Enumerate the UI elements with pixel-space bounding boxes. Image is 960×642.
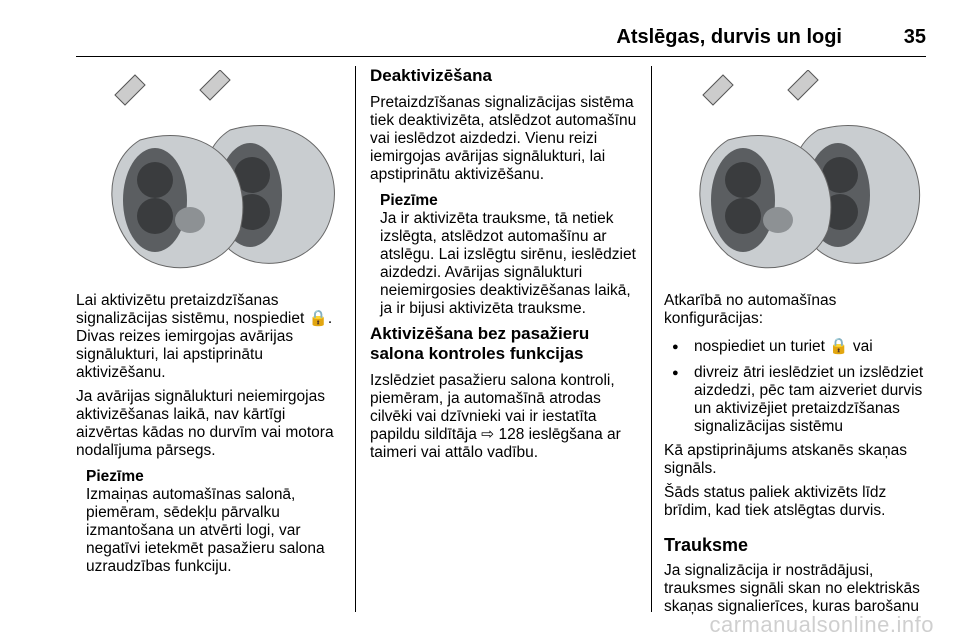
- column-3: [664, 292, 929, 616]
- bullet-item: ● nospiediet un turiet 🔒 vai: [664, 338, 929, 356]
- section-heading: Trauksme: [664, 535, 749, 555]
- paragraph: Divas reizes iemirgojas avārijas signālukturi, lai apstiprinātu aktivizēšanu.: [76, 328, 294, 381]
- paragraph: Pretaizdzīšanas signalizācijas sistēma tiek deaktivizēta, atslēdzot automašīnu vai ieslēdzot aizdedzi. Vienu reizi iemirgojas avārijas signālukturi, lai apstiprinātu aktivizēšanu.: [370, 94, 637, 183]
- paragraph: Ja avārijas signālukturi neiemirgojas aktivizēšanas laikā, nav kārtīgi aizvērtas kādas no durvīm vai motora nodalījuma pārsegs.: [76, 388, 334, 459]
- page-header: [0, 0, 960, 58]
- note: [370, 192, 640, 318]
- section-heading: Aktivizēšana bez pasažieru salona kontroles funkcijas: [370, 324, 590, 363]
- column-divider: [651, 66, 652, 612]
- column-divider: [355, 66, 356, 612]
- key-fob-illustration-right: [668, 70, 930, 280]
- bullet-item: ● divreiz ātri ieslēdziet un izslēdziet aizdedzi, pēc tam aizveriet durvis un aktivizējiet pretaizdzīšanas signalizācijas sistēmu: [664, 364, 929, 436]
- key-fob-illustration-left: [80, 70, 346, 280]
- key-fob-icon: [80, 70, 346, 280]
- note-text: Izmaiņas automašīnas salonā, piemēram, sēdekļu pārvalku izmantošana un atvērti logi, var negatīvi ietekmēt pasažieru salona uzraudzības funkciju.: [86, 486, 325, 575]
- section-heading: Deaktivizēšana: [370, 66, 492, 85]
- paragraph: Izslēdziet pasažieru salona kontroli, piemēram, ja automašīnā atrodas cilvēki vai dzīvnieki vai ir iestatīta papildu sildītāja ⇨ 128 ieslēgšana ar taimeri vai attālo vadību.: [370, 372, 621, 461]
- header-rule: [76, 56, 926, 57]
- watermark: carmanualsonline.info: [709, 612, 934, 637]
- note-title: Piezīme: [86, 468, 144, 485]
- paragraph: Šāds status paliek aktivizēts līdz brīdim, kad tiek atslēgtas durvis.: [664, 484, 887, 519]
- paragraph: Atkarībā no automašīnas konfigurācijas:: [664, 292, 837, 327]
- note-title: Piezīme: [380, 192, 438, 209]
- paragraph: Ja signalizācija ir nostrādājusi, trauksmes signāli skan no elektriskās skaņas signalierīces, kuras barošanu: [664, 562, 920, 615]
- header-title: Atslēgas, durvis un logi: [616, 26, 842, 48]
- paragraph: Kā apstiprinājums atskanēs skaņas signāls.: [664, 442, 907, 477]
- paragraph: Lai aktivizētu pretaizdzīšanas signalizācijas sistēmu, nospiediet 🔒.: [76, 292, 333, 327]
- note: [76, 468, 346, 576]
- column-1: [76, 292, 346, 576]
- note-text: Ja ir aktivizēta trauksme, tā netiek izslēgta, atslēdzot automašīnu ar atslēgu. Lai izslēgtu sirēnu, ieslēdziet aizdedzi. Avārijas signālukturi neiemirgosies deaktivizēšanas laikā, ja ir bijusi aktivizēta trauksme.: [380, 210, 636, 317]
- column-2: [370, 66, 640, 462]
- page-number: 35: [903, 26, 926, 48]
- key-fob-icon: [668, 70, 930, 280]
